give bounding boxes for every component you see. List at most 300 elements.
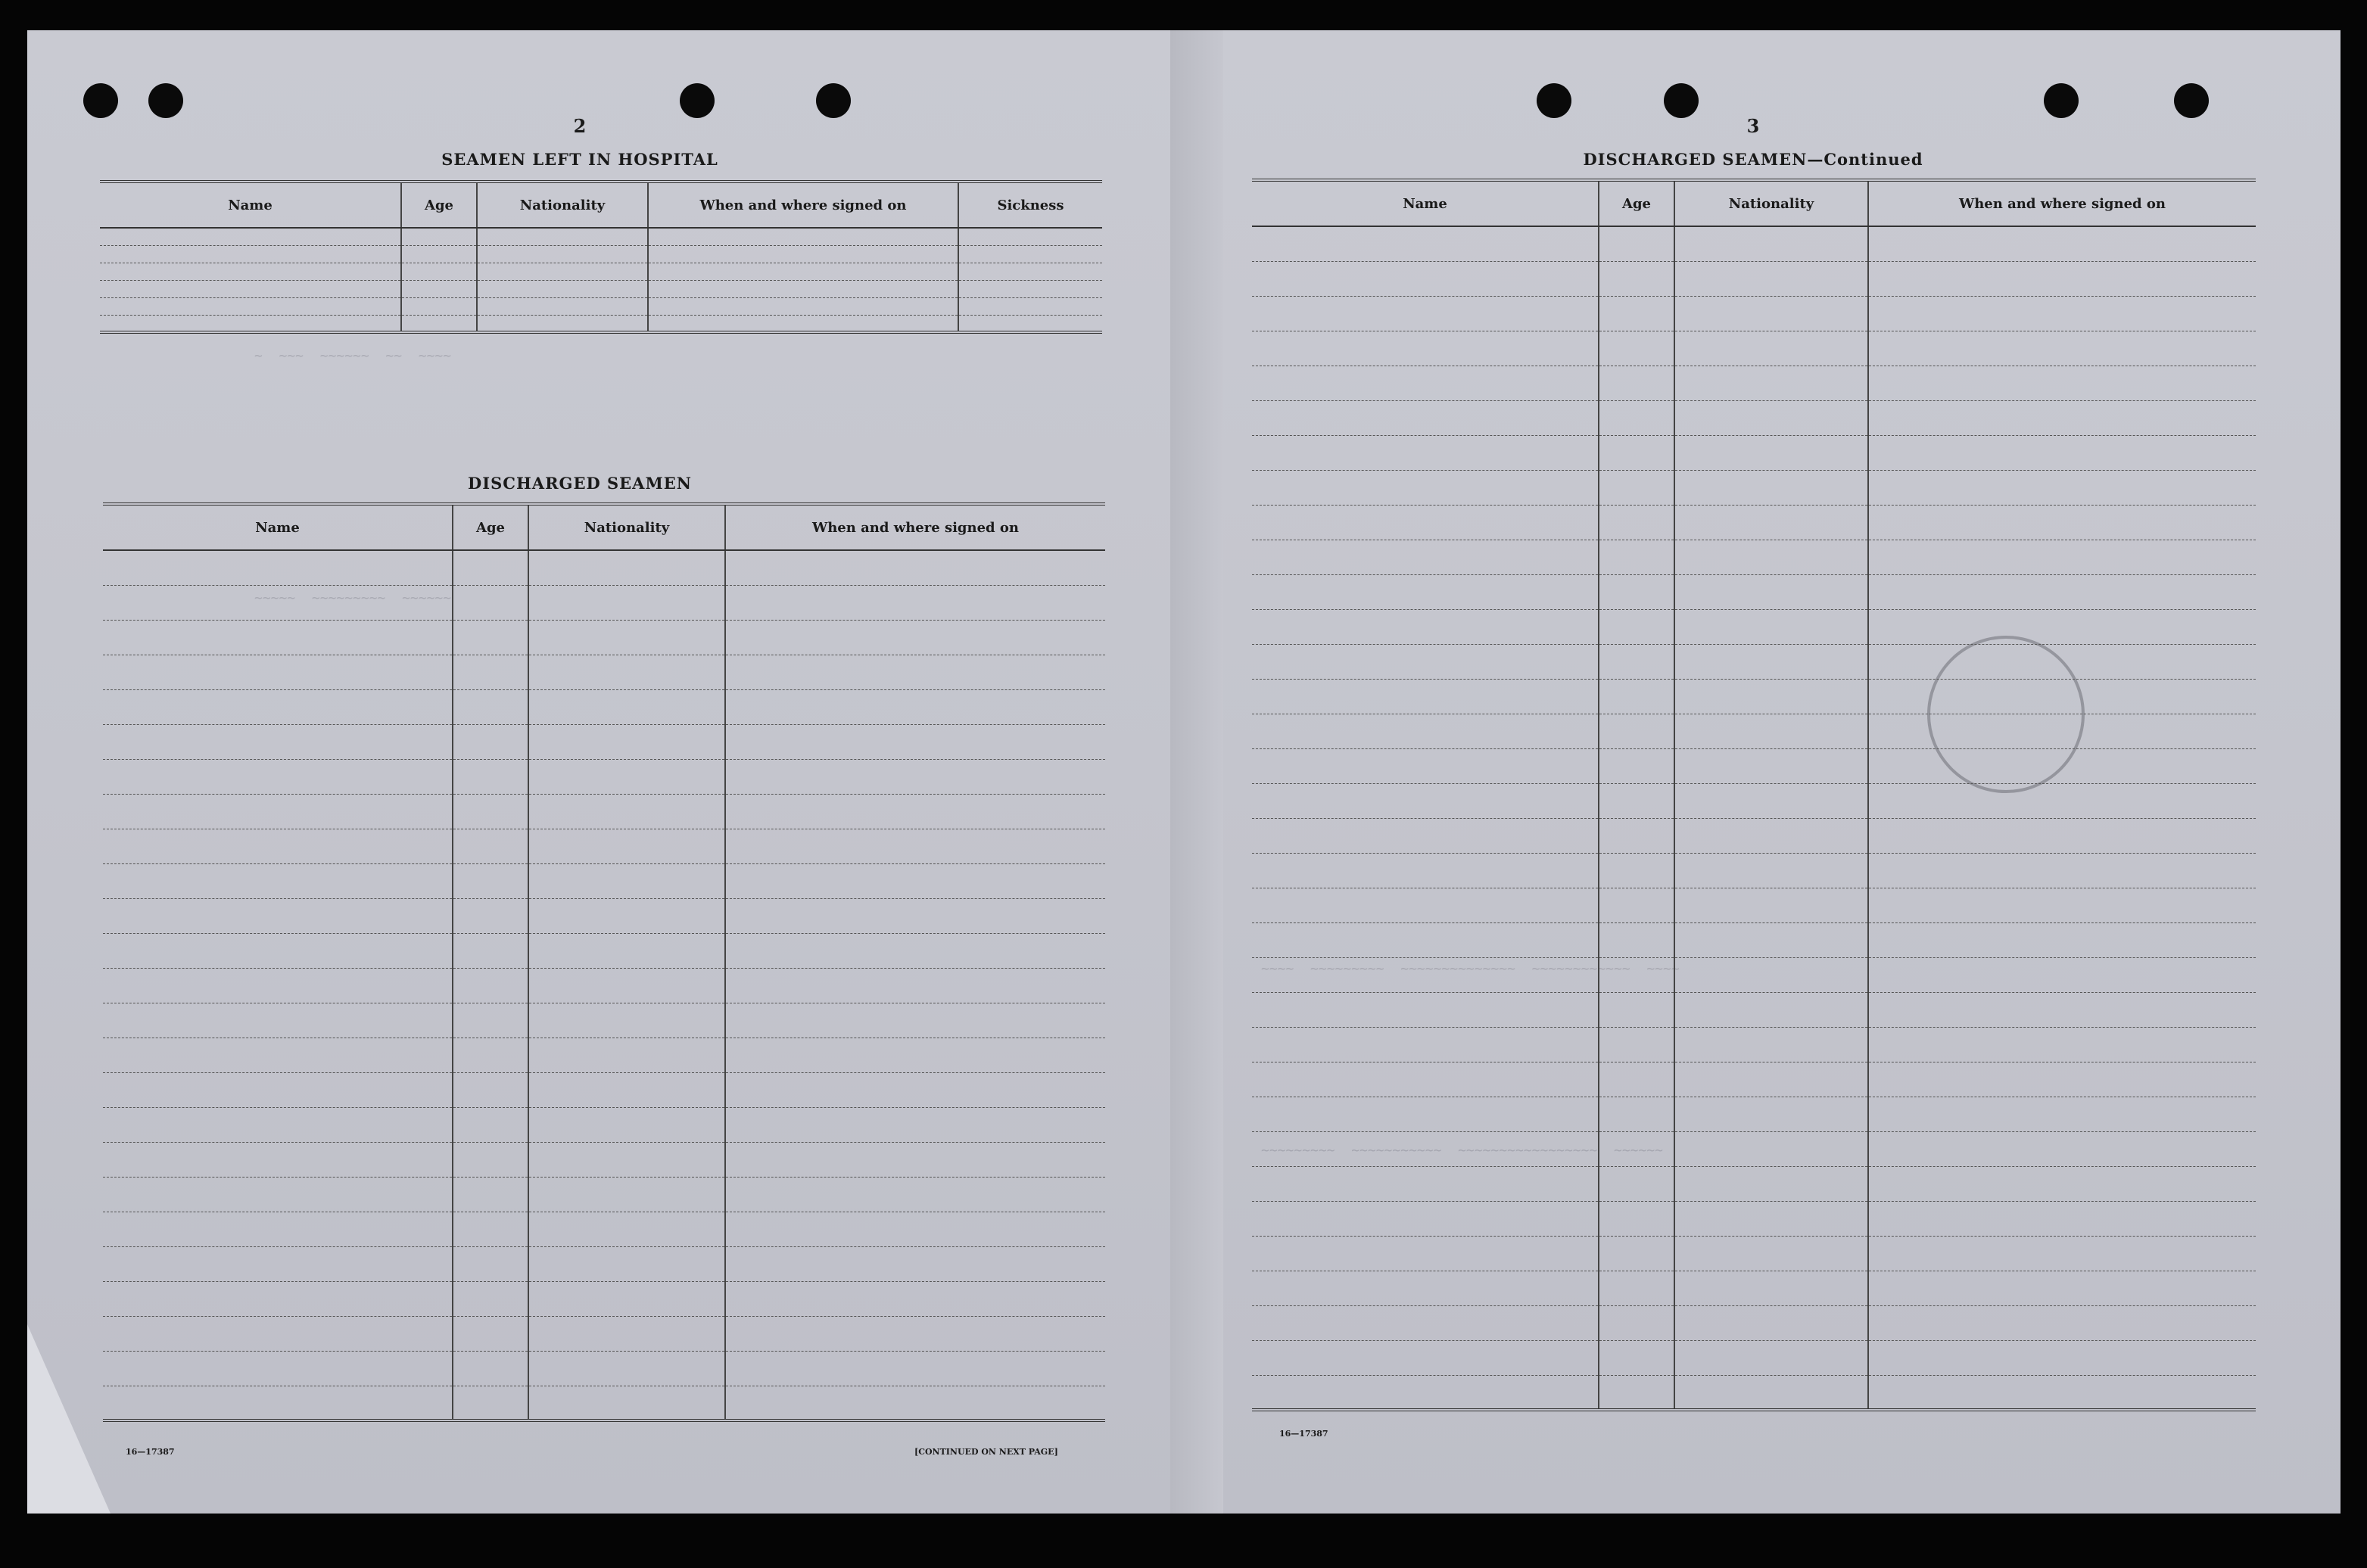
discharged-table — [103, 502, 1105, 1422]
blank-cell — [725, 1212, 1105, 1246]
table-row — [1252, 331, 2256, 366]
binder-hole — [680, 83, 715, 118]
blank-cell — [528, 1212, 725, 1246]
blank-cell — [1252, 366, 1599, 400]
blank-cell — [453, 1246, 528, 1281]
table-row — [103, 550, 1105, 585]
blank-cell — [1868, 1027, 2256, 1062]
discharged-continued-table — [1252, 179, 2256, 1411]
blank-cell — [1868, 644, 2256, 679]
blank-cell — [1599, 1027, 1674, 1062]
blank-cell — [103, 794, 453, 829]
folded-corner — [27, 1324, 111, 1514]
form-number: 16—17387 — [126, 1447, 175, 1457]
blank-cell — [1674, 1340, 1868, 1375]
blank-cell — [648, 245, 958, 263]
blank-cell — [1252, 1062, 1599, 1097]
blank-cell — [103, 655, 453, 689]
blank-cell — [725, 933, 1105, 968]
blank-cell — [100, 263, 401, 280]
table-row — [1252, 957, 2256, 992]
blank-cell — [1252, 888, 1599, 922]
blank-cell — [103, 1107, 453, 1142]
blank-cell — [401, 228, 477, 245]
table-row — [100, 228, 1102, 245]
blank-cell — [1599, 400, 1674, 435]
binder-hole — [83, 83, 118, 118]
blank-cell — [1674, 1305, 1868, 1340]
blank-cell — [1252, 261, 1599, 296]
blank-cell — [1868, 957, 2256, 992]
right-page — [1170, 30, 2341, 1514]
blank-cell — [100, 315, 401, 332]
blank-cell — [958, 297, 1102, 315]
table-row — [103, 620, 1105, 655]
table-row — [1252, 505, 2256, 540]
blank-cell — [1599, 609, 1674, 644]
blank-cell — [1674, 1062, 1868, 1097]
blank-cell — [725, 1316, 1105, 1351]
table-row — [103, 1142, 1105, 1177]
table-row — [103, 1072, 1105, 1107]
blank-cell — [1674, 679, 1868, 714]
column-header: When and where signed on — [725, 504, 1105, 550]
blank-cell — [1674, 888, 1868, 922]
blank-cell — [103, 1351, 453, 1386]
blank-cell — [1868, 366, 2256, 400]
blank-cell — [528, 933, 725, 968]
blank-cell — [528, 724, 725, 759]
blank-cell — [725, 759, 1105, 794]
table-row — [1252, 992, 2256, 1027]
blank-cell — [958, 245, 1102, 263]
table-row — [1252, 366, 2256, 400]
blank-cell — [1868, 296, 2256, 331]
blank-cell — [725, 1177, 1105, 1212]
blank-cell — [1252, 783, 1599, 818]
table-row — [100, 263, 1102, 280]
blank-cell — [1674, 748, 1868, 783]
table-row — [1252, 644, 2256, 679]
blank-cell — [1252, 400, 1599, 435]
blank-cell — [1599, 1271, 1674, 1305]
blank-cell — [1868, 1201, 2256, 1236]
blank-cell — [1674, 644, 1868, 679]
table-row — [103, 655, 1105, 689]
blank-cell — [528, 1281, 725, 1316]
blank-cell — [453, 968, 528, 1003]
table-row — [1252, 296, 2256, 331]
blank-cell — [725, 724, 1105, 759]
blank-cell — [725, 689, 1105, 724]
blank-cell — [1599, 505, 1674, 540]
table-row — [100, 297, 1102, 315]
blank-cell — [1252, 992, 1599, 1027]
blank-cell — [725, 1386, 1105, 1420]
hospital-table — [100, 180, 1102, 334]
blank-cell — [100, 297, 401, 315]
table-row — [103, 968, 1105, 1003]
blank-cell — [1868, 922, 2256, 957]
blank-cell — [1674, 714, 1868, 748]
blank-cell — [725, 1107, 1105, 1142]
blank-cell — [1674, 1271, 1868, 1305]
column-header: When and where signed on — [648, 182, 958, 228]
blank-cell — [453, 1107, 528, 1142]
blank-cell — [100, 245, 401, 263]
blank-cell — [1674, 400, 1868, 435]
blank-cell — [528, 1072, 725, 1107]
blank-cell — [528, 585, 725, 620]
blank-cell — [1868, 1131, 2256, 1166]
discharged-table-header — [103, 504, 1105, 550]
column-header: Age — [453, 504, 528, 550]
blank-cell — [1868, 574, 2256, 609]
blank-cell — [453, 863, 528, 898]
blank-cell — [453, 655, 528, 689]
blank-cell — [1252, 853, 1599, 888]
blank-cell — [1674, 1131, 1868, 1166]
blank-cell — [1868, 540, 2256, 574]
table-row — [103, 1246, 1105, 1281]
blank-cell — [477, 297, 648, 315]
blank-cell — [103, 1316, 453, 1351]
discharged-continued-table-header — [1252, 180, 2256, 226]
form-number: 16—17387 — [1279, 1429, 1328, 1439]
blank-cell — [725, 550, 1105, 585]
blank-cell — [103, 933, 453, 968]
blank-cell — [1868, 1375, 2256, 1410]
blank-cell — [528, 794, 725, 829]
blank-cell — [1599, 888, 1674, 922]
blank-cell — [103, 1281, 453, 1316]
blank-cell — [648, 280, 958, 297]
blank-cell — [453, 1142, 528, 1177]
table-row — [1252, 748, 2256, 783]
bleed-through-text: ~~~~~~~~~ ~~~~~~~~~~~ ~~~~~~~~~~~~~~~~~ ~~~~~~ — [1261, 1143, 1664, 1159]
blank-cell — [1599, 1131, 1674, 1166]
column-header: Age — [401, 182, 477, 228]
blank-cell — [1868, 818, 2256, 853]
blank-cell — [1868, 1166, 2256, 1201]
bleed-through-text: ~~~~ ~~~~~~~~~ ~~~~~~~~~~~~~~ ~~~~~~~~~~~~ ~~~~ — [1261, 961, 1680, 977]
blank-cell — [103, 829, 453, 863]
blank-cell — [1599, 574, 1674, 609]
blank-cell — [453, 1003, 528, 1038]
left-page — [27, 30, 1198, 1514]
blank-cell — [453, 1072, 528, 1107]
blank-cell — [528, 968, 725, 1003]
discharged-section-title: DISCHARGED SEAMEN — [468, 474, 692, 493]
blank-cell — [725, 1142, 1105, 1177]
blank-cell — [648, 263, 958, 280]
table-row — [1252, 818, 2256, 853]
blank-cell — [1599, 748, 1674, 783]
blank-cell — [453, 933, 528, 968]
bleed-through-text: ~ ~~~ ~~~~~~ ~~ ~~~~ — [254, 348, 452, 364]
blank-cell — [725, 968, 1105, 1003]
blank-cell — [1252, 1375, 1599, 1410]
blank-cell — [103, 585, 453, 620]
blank-cell — [725, 863, 1105, 898]
blank-cell — [1599, 783, 1674, 818]
column-header: Nationality — [1674, 180, 1868, 226]
blank-cell — [528, 829, 725, 863]
column-header: When and where signed on — [1868, 180, 2256, 226]
table-row — [1252, 1166, 2256, 1201]
blank-cell — [1868, 1062, 2256, 1097]
table-row — [100, 245, 1102, 263]
bleed-through-text: ~~~~~ ~~~~~~~~~ ~~~~~~ — [254, 590, 452, 606]
blank-cell — [1252, 505, 1599, 540]
blank-cell — [1868, 992, 2256, 1027]
blank-cell — [725, 1281, 1105, 1316]
blank-cell — [453, 620, 528, 655]
blank-cell — [1674, 470, 1868, 505]
blank-cell — [453, 1386, 528, 1420]
discharged-continued-title: DISCHARGED SEAMEN—Continued — [1583, 150, 1923, 169]
blank-cell — [401, 245, 477, 263]
hospital-table-body — [100, 228, 1102, 332]
table-row — [1252, 1062, 2256, 1097]
blank-cell — [528, 655, 725, 689]
blank-cell — [1674, 818, 1868, 853]
table-row — [103, 1351, 1105, 1386]
column-header: Name — [103, 504, 453, 550]
blank-cell — [725, 585, 1105, 620]
blank-cell — [1599, 1375, 1674, 1410]
blank-cell — [1252, 1201, 1599, 1236]
blank-cell — [1674, 1201, 1868, 1236]
continued-note: [CONTINUED ON NEXT PAGE] — [914, 1447, 1058, 1457]
blank-cell — [1868, 1305, 2256, 1340]
blank-cell — [725, 829, 1105, 863]
table-row — [103, 585, 1105, 620]
column-header: Nationality — [477, 182, 648, 228]
blank-cell — [401, 280, 477, 297]
binder-hole — [2044, 83, 2079, 118]
blank-cell — [453, 1281, 528, 1316]
blank-cell — [725, 620, 1105, 655]
table-row — [103, 1212, 1105, 1246]
blank-cell — [1674, 922, 1868, 957]
blank-cell — [103, 1142, 453, 1177]
blank-cell — [1674, 1097, 1868, 1131]
blank-cell — [1868, 1340, 2256, 1375]
blank-cell — [1599, 1201, 1674, 1236]
column-header: Sickness — [958, 182, 1102, 228]
blank-cell — [1674, 1166, 1868, 1201]
blank-cell — [453, 689, 528, 724]
blank-cell — [1599, 540, 1674, 574]
binder-hole — [816, 83, 851, 118]
blank-cell — [1868, 1236, 2256, 1271]
blank-cell — [528, 1142, 725, 1177]
blank-cell — [1252, 574, 1599, 609]
blank-cell — [528, 550, 725, 585]
blank-cell — [1252, 1305, 1599, 1340]
blank-cell — [1868, 331, 2256, 366]
blank-cell — [1868, 435, 2256, 470]
table-row — [103, 1386, 1105, 1420]
blank-cell — [1252, 1166, 1599, 1201]
blank-cell — [958, 315, 1102, 332]
blank-cell — [1674, 540, 1868, 574]
blank-cell — [725, 794, 1105, 829]
table-row — [1252, 400, 2256, 435]
blank-cell — [648, 228, 958, 245]
blank-cell — [1674, 957, 1868, 992]
blank-cell — [1599, 1097, 1674, 1131]
blank-cell — [103, 620, 453, 655]
blank-cell — [1599, 1166, 1674, 1201]
table-row — [1252, 714, 2256, 748]
blank-cell — [1252, 1131, 1599, 1166]
blank-cell — [103, 898, 453, 933]
blank-cell — [1252, 1097, 1599, 1131]
discharged-continued-table-body — [1252, 226, 2256, 1410]
table-row — [103, 933, 1105, 968]
blank-cell — [1599, 853, 1674, 888]
table-row — [1252, 1340, 2256, 1375]
table-row — [1252, 574, 2256, 609]
column-header: Name — [100, 182, 401, 228]
blank-cell — [528, 759, 725, 794]
blank-cell — [1599, 1340, 1674, 1375]
blank-cell — [528, 863, 725, 898]
blank-cell — [1674, 366, 1868, 400]
blank-cell — [103, 1386, 453, 1420]
table-row — [103, 724, 1105, 759]
blank-cell — [1868, 400, 2256, 435]
table-row — [1252, 470, 2256, 505]
table-row — [103, 1281, 1105, 1316]
blank-cell — [103, 759, 453, 794]
blank-cell — [477, 280, 648, 297]
blank-cell — [453, 550, 528, 585]
blank-cell — [1674, 609, 1868, 644]
table-row — [1252, 1131, 2256, 1166]
blank-cell — [1868, 783, 2256, 818]
blank-cell — [103, 1003, 453, 1038]
blank-cell — [1599, 435, 1674, 470]
blank-cell — [528, 1177, 725, 1212]
page-number: 3 — [1746, 115, 1760, 137]
blank-cell — [1674, 435, 1868, 470]
blank-cell — [103, 1038, 453, 1072]
blank-cell — [401, 315, 477, 332]
blank-cell — [1599, 226, 1674, 261]
blank-cell — [453, 898, 528, 933]
blank-cell — [1599, 644, 1674, 679]
table-row — [1252, 888, 2256, 922]
blank-cell — [1868, 853, 2256, 888]
table-row — [103, 689, 1105, 724]
blank-cell — [453, 1038, 528, 1072]
table-row — [1252, 922, 2256, 957]
blank-cell — [1599, 714, 1674, 748]
blank-cell — [1868, 888, 2256, 922]
discharged-table-body — [103, 550, 1105, 1420]
table-row — [1252, 609, 2256, 644]
blank-cell — [401, 297, 477, 315]
hospital-section-title: SEAMEN LEFT IN HOSPITAL — [441, 150, 718, 169]
table-row — [100, 280, 1102, 297]
blank-cell — [1252, 748, 1599, 783]
blank-cell — [725, 1038, 1105, 1072]
blank-cell — [1674, 1375, 1868, 1410]
blank-cell — [528, 1003, 725, 1038]
binder-hole — [148, 83, 183, 118]
column-header: Age — [1599, 180, 1674, 226]
blank-cell — [401, 263, 477, 280]
blank-cell — [103, 724, 453, 759]
blank-cell — [1599, 1236, 1674, 1271]
blank-cell — [453, 1351, 528, 1386]
blank-cell — [1674, 783, 1868, 818]
table-row — [103, 1177, 1105, 1212]
blank-cell — [1674, 296, 1868, 331]
blank-cell — [1674, 992, 1868, 1027]
table-row — [103, 898, 1105, 933]
blank-cell — [1674, 574, 1868, 609]
blank-cell — [1252, 609, 1599, 644]
blank-cell — [1252, 540, 1599, 574]
binder-hole — [2174, 83, 2209, 118]
blank-cell — [1674, 853, 1868, 888]
table-row — [103, 1038, 1105, 1072]
blank-cell — [1674, 261, 1868, 296]
blank-cell — [1252, 714, 1599, 748]
table-row — [1252, 1097, 2256, 1131]
blank-cell — [1674, 226, 1868, 261]
blank-cell — [725, 1351, 1105, 1386]
blank-cell — [725, 1072, 1105, 1107]
hospital-table-header — [100, 182, 1102, 228]
blank-cell — [1599, 296, 1674, 331]
table-row — [1252, 1375, 2256, 1410]
blank-cell — [1252, 1340, 1599, 1375]
blank-cell — [725, 655, 1105, 689]
blank-cell — [528, 898, 725, 933]
blank-cell — [1599, 366, 1674, 400]
blank-cell — [103, 1072, 453, 1107]
blank-cell — [1868, 609, 2256, 644]
table-row — [103, 794, 1105, 829]
blank-cell — [528, 1316, 725, 1351]
blank-cell — [1599, 818, 1674, 853]
table-row — [1252, 1305, 2256, 1340]
page-gutter — [1170, 30, 1223, 1514]
blank-cell — [1868, 505, 2256, 540]
table-row — [1252, 261, 2256, 296]
blank-cell — [453, 829, 528, 863]
blank-cell — [1868, 748, 2256, 783]
blank-cell — [528, 1107, 725, 1142]
blank-cell — [1252, 1027, 1599, 1062]
table-row — [103, 1316, 1105, 1351]
blank-cell — [453, 1316, 528, 1351]
table-row — [1252, 1027, 2256, 1062]
blank-cell — [1599, 1062, 1674, 1097]
page-number: 2 — [573, 115, 587, 137]
blank-cell — [1868, 714, 2256, 748]
blank-cell — [453, 585, 528, 620]
blank-cell — [103, 1212, 453, 1246]
table-row — [103, 829, 1105, 863]
blank-cell — [1868, 679, 2256, 714]
blank-cell — [1252, 226, 1599, 261]
